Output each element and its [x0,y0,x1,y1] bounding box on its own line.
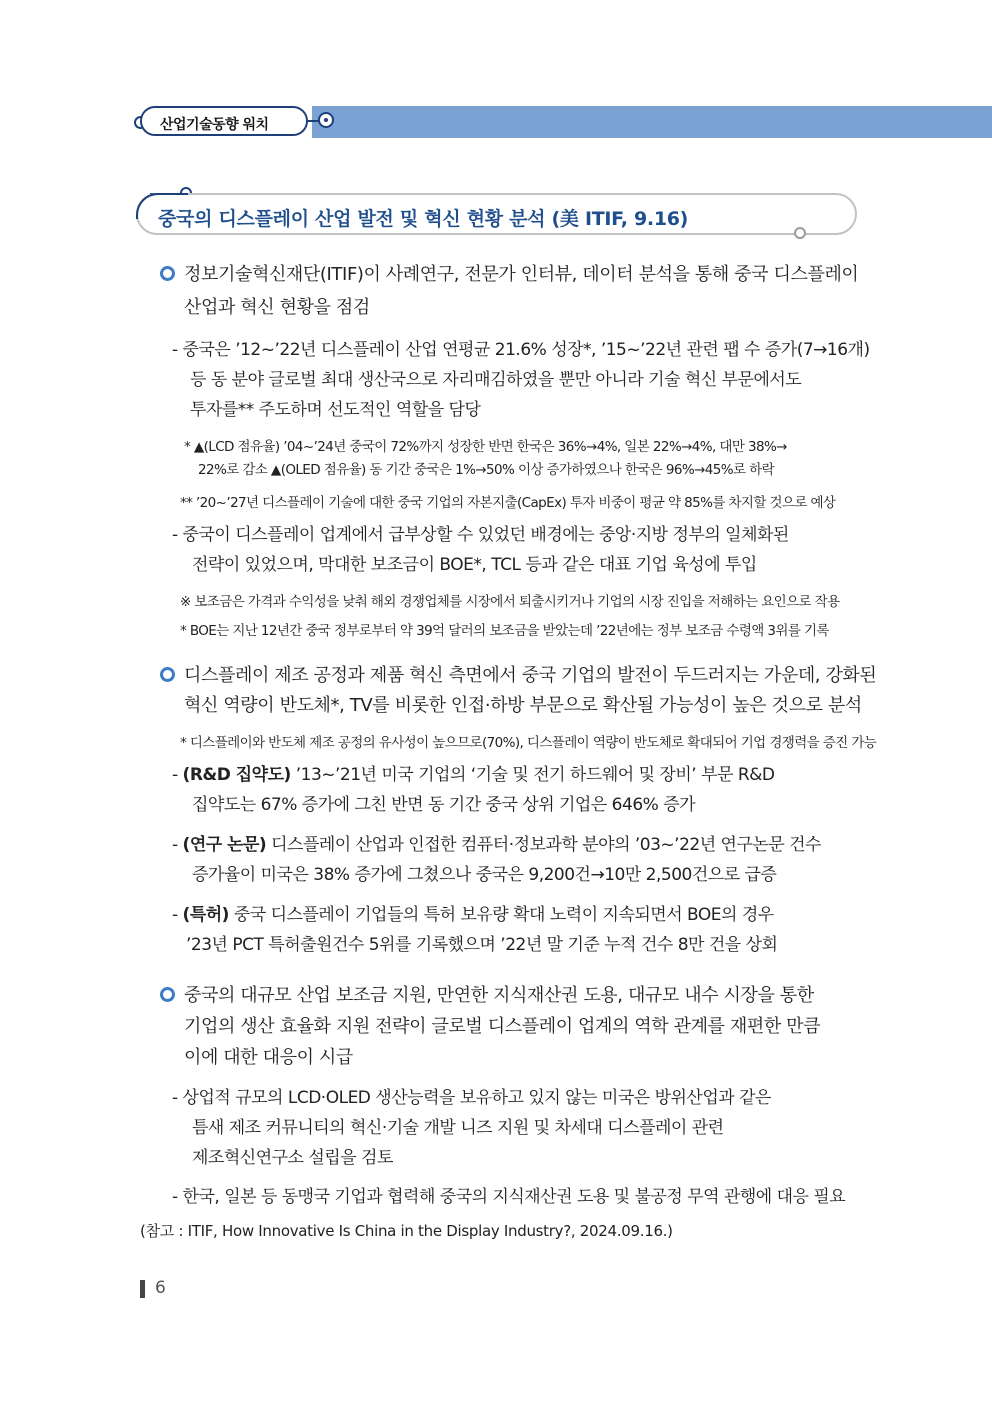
dash-text: - 중국이 디스플레이 업계에서 급부상할 수 있었던 배경에는 중앙·지방 정부의 일체화된 [172,525,789,545]
dash-text: - 한국, 일본 등 동맹국 기업과 협력해 중국의 지식재산권 도용 및 불공정 무역 관행에 대응 필요 [172,1187,846,1207]
footnote: * 디스플레이와 반도체 제조 공정의 유사성이 높으므로(70%), 디스플레이 역량이 반도체로 확대되어 기업 경쟁력을 증진 가능 [180,735,877,751]
title-box [136,193,857,235]
footnote: ** ’20~’27년 디스플레이 기술에 대한 중국 기업의 자본지출(CapEx) 투자 비중이 평균 약 85%를 차지할 것으로 예상 [180,495,836,511]
section-label-pill [140,106,308,136]
bullet-icon [160,266,175,281]
bullet-text: 혁신 역량이 반도체*, TV를 비롯한 인접·하방 부문으로 확산될 가능성이 높은 것으로 분석 [184,695,862,716]
dash-text: 틈새 제조 커뮤니티의 혁신·기술 개발 니즈 지원 및 차세대 디스플레이 관련 [192,1118,724,1138]
dash-text: - 중국은 ’12~’22년 디스플레이 산업 연평균 21.6% 성장*, ’15~’22년 관련 팹 수 증가(7→16개) [172,340,870,360]
page-marker [140,1280,145,1298]
footnote: 22%로 감소 ▲(OLED 점유율) 동 기간 중국은 1%→50% 이상 증가하였으나 한국은 96%→45%로 하락 [198,462,775,478]
dash-mark: - [172,835,178,855]
dash-text: 등 동 분야 글로벌 최대 생산국으로 자리매김하였을 뿐만 아니라 기술 혁신 부문에서도 [190,370,802,390]
footnote: * BOE는 지난 12년간 중국 정부로부터 약 39억 달러의 보조금을 받았는데 ’22년에는 정부 보조금 수령액 3위를 기록 [180,623,829,639]
dash-text [172,830,821,860]
dash-mark: - [172,765,178,785]
item-label: (연구 논문) [182,835,267,855]
header-banner [312,106,992,138]
header-circle-icon [318,112,334,128]
bullet-text: 디스플레이 제조 공정과 제품 혁신 측면에서 중국 기업의 발전이 두드러지는 가운데, 강화된 [184,665,877,686]
page-number: 6 [155,1278,166,1298]
page-title: 중국의 디스플레이 산업 발전 및 혁신 현황 분석 (美 ITIF, 9.16) [158,208,689,230]
footnote: ※ 보조금은 가격과 수익성을 낮춰 해외 경쟁업체를 시장에서 퇴출시키거나 기업의 시장 진입을 저해하는 요인으로 작용 [180,594,840,610]
dash-text: 집약도는 67% 증가에 그친 반면 동 기간 중국 상위 기업은 646% 증가 [192,795,696,815]
reference: (참고 : ITIF, How Innovative Is China in the Display Industry?, 2024.09.16.) [140,1222,673,1240]
bullet-text: 중국의 대규모 산업 보조금 지원, 만연한 지식재산권 도용, 대규모 내수 시장을 통한 [184,985,814,1006]
title-knob-icon [794,227,806,239]
item-text: 중국 디스플레이 기업들의 특허 보유량 확대 노력이 지속되면서 BOE의 경우 [233,905,774,925]
dash-text: 투자를** 주도하며 선도적인 역할을 담당 [190,400,481,420]
dash-text: 증가율이 미국은 38% 증가에 그쳤으나 중국은 9,200건→10만 2,500건으로 급증 [192,865,777,885]
dash-text [172,760,774,790]
dash-text: 전략이 있었으며, 막대한 보조금이 BOE*, TCL 등과 같은 대표 기업 육성에 투입 [192,555,757,575]
bullet-icon [160,987,175,1002]
bullet-text: 이에 대한 대응이 시급 [184,1047,353,1068]
item-text: 디스플레이 산업과 인접한 컴퓨터·정보과학 분야의 ’03~’22년 연구논문 건수 [271,835,821,855]
item-label: (R&D 집약도) [182,765,291,785]
dash-text [172,900,774,930]
dash-text: ’23년 PCT 특허출원건수 5위를 기록했으며 ’22년 말 기준 누적 건수 8만 건을 상회 [186,935,778,955]
bullet-text: 산업과 혁신 현황을 점검 [184,297,370,318]
dash-text: - 상업적 규모의 LCD·OLED 생산능력을 보유하고 있지 않는 미국은 방위산업과 같은 [172,1088,771,1108]
dash-mark: - [172,905,178,925]
dash-text: 제조혁신연구소 설립을 검토 [192,1148,393,1168]
item-text: ’13~’21년 미국 기업의 ‘기술 및 전기 하드웨어 및 장비’ 부문 R&D [295,765,775,785]
bullet-text: 기업의 생산 효율화 지원 전략이 글로벌 디스플레이 업계의 역학 관계를 재편한 만큼 [184,1016,821,1037]
section-label: 산업기술동향 워치 [160,117,269,133]
bullet-icon [160,667,175,682]
footnote: * ▲(LCD 점유율) ’04~’24년 중국이 72%까지 성장한 반면 한국은 36%→4%, 일본 22%→4%, 대만 38%→ [184,439,787,455]
item-label: (특허) [182,905,229,925]
bullet-text: 정보기술혁신재단(ITIF)이 사례연구, 전문가 인터뷰, 데이터 분석을 통해 중국 디스플레이 [184,264,859,285]
